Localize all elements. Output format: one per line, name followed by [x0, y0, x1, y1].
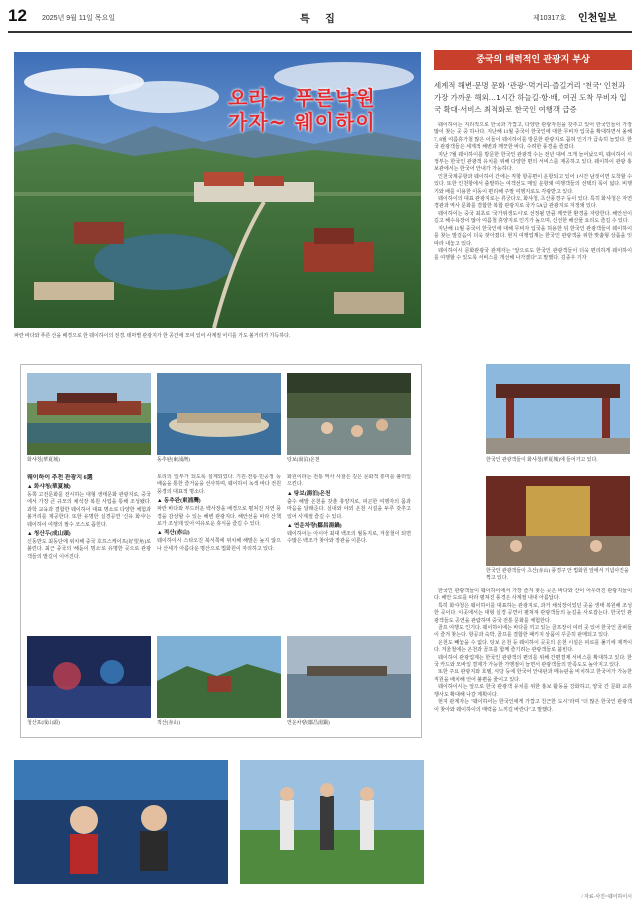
main-headline-line1: 오라~ 푸른낙원 [228, 86, 376, 110]
main-photo-caption: 파란 바다와 푸른 산을 배경으로 한 웨이하이의 전경. 테마별 관광지가 한 공간에 모여 있어 사계절 어디를 가도 볼거리가 가득하다. [14, 334, 291, 339]
golf-tourists-photo [240, 760, 424, 884]
chishan-photo [157, 636, 281, 718]
tangbo-hotspring-photo [287, 373, 411, 455]
chengshantou-photo [27, 636, 151, 718]
gate-image [486, 364, 630, 454]
feature-body [434, 122, 632, 354]
body-paragraph: 웨이하이의 대표 관광지로는 류궁다오, 화샤청, 츠산풍경구 등이 있다. 특히 화샤청은 자연 경관과 역사 문화를 결합한 복합 관광지로 국가 5A급 관광지로 지정돼 있다. [434, 196, 632, 210]
grid-caption: 동추완(東浦灣) [157, 458, 190, 463]
body-paragraph: 웨이하이시는 앞으로 한국 관광객 유치를 위한 홍보 활동을 강화하고, 양국 간 문화 교류 행사도 확대해 나갈 계획이다. [434, 684, 632, 698]
grid-caption: 탕보(湯泊)온천 [287, 458, 320, 463]
body-paragraph: 골프 여행도 인기다. 웨이하이에는 바다를 끼고 있는 골프장이 여러 곳 있어 한국인 골퍼들이 즐겨 찾는다. 항공과 숙박, 골프를 결합한 패키지 상품이 꾸준히 판매되고 있다. [434, 625, 632, 639]
section-heading: ▲ 동추완(東浦灣) [157, 498, 201, 505]
newspaper-name: 인천일보 [578, 13, 617, 24]
body-paragraph: 온천도 빼놓을 수 없다. 탕보 온천 등 웨이하이 곳곳의 온천 시설은 피로를 풀기에 제격이다. 겨울철에는 온천과 골프를 함께 즐기려는 관광객들로 붐빈다. [434, 639, 632, 654]
feature-body-continued [434, 588, 632, 888]
huaxiacheng-image [27, 373, 151, 455]
hotspring-image [287, 373, 411, 455]
body-paragraph: 웨이하이는 중국 최초로 '국가위생도시'로 선정될 만큼 깨끗한 환경을 자랑한다. 해안선이 길고 해수욕장이 많아 여름철 휴양지로 인기가 높으며, 신선한 해산물 요리도 즐길 수 있다. [434, 210, 632, 225]
grid-caption: 화샤청(華夏城) [27, 458, 60, 463]
header-rule [8, 31, 632, 33]
grid-caption: 청산포(成山頭) [27, 721, 60, 726]
section-heading: ▲ 화샤청(華夏城) [27, 484, 71, 490]
body-paragraph: 웨이하이는 지리적으로 한국과 가깝고, 다양한 관광자원을 갖추고 있어 한국인들이 가장 많이 찾는 곳 중 하나다. 지난해 11월 중국이 한국인에 대한 무비자 입국을 확대하면서 올해 7, 8월 여름휴가철 많은 이들이 웨이하이를 방문한 관광지로 꼽혀 인기가 급속히 늘었다. 한국 관광객들은 세계적 해변과 깨끗한 바다, 수려한 풍경을 즐겼다. [434, 122, 632, 151]
body-paragraph: 인천국제공항과 웨이하이 간에는 직항 항공편이 운항되고 있어 1시간 남짓이면 도착할 수 있다. 또한 인천항에서 출발하는 여객선도 매일 운항돼 여행객들의 선택의 폭이 넓다. 비행기와 배를 이용한 이동이 편리해 주말 여행지로도 각광받고 있다. [434, 173, 632, 195]
section-heading: ▲ 탕보(湯泊)온천 [287, 490, 331, 497]
body-paragraph: 웨이하이시 스타오진 북서쪽에 위치해 해발은 높지 않으나 산세가 아름다운 명산으로 법화원이 자리하고 있다. [157, 538, 281, 552]
chishan-temple-photo [486, 476, 630, 566]
grid-caption: 연운차량(鄒昌湯鍋) [287, 721, 330, 726]
tourists-image [14, 760, 228, 884]
body-paragraph: 웨이하이 관광업계는 한국인 관광객의 편의를 위해 간편결제 서비스를 확대하고 있다. 한국 카드와 모바일 결제가 가능한 가맹점이 늘면서 관광객들의 만족도도 높아지고 있다. [434, 654, 632, 669]
body-paragraph: 출수 해발 온천을 갖춘 휴양지로, 피곤한 여행자의 몸과 마음을 달래준다. 실내와 야외 온천 시설을 두루 갖추고 있어 사계절 즐길 수 있다. [287, 498, 411, 520]
night-show-image [27, 636, 151, 718]
attractions-title: 웨이하이 추천 관광지 6選 [27, 475, 93, 481]
body-paragraph: 토리의 일부가 되도록 설계되었다. 기원·전통·민공정 등 배움을 통한 즐거움을 선사하며, 웨이하이 녹색 바다 전원풍경의 대표적 명소다. [157, 474, 281, 495]
body-paragraph: 또한 주요 관광지와 호텔, 식당 등에 한국어 안내판과 메뉴판을 비치하고 한국어가 가능한 직원을 배치해 언어 불편을 줄이고 있다. [434, 669, 632, 683]
body-paragraph: 동쪽 고전문화를 전시하는 대형 생태문화 관광지로, 중국에서 가장 큰 규모의 채석장 복원 사업을 통해 조성됐다. 과학 교육과 결합한 웨이하이 대표 명소로 다양한 체험과 볼거리를 제공한다. 또한 유명한 실경공연 '신유 화샤'는 웨이하이 여행의 필수 코스로 꼽힌다. [27, 492, 151, 528]
main-headline-line2: 가자~ 웨이하이 [228, 110, 376, 134]
source-byline: / 자료·사진=웨이하이시 [581, 895, 632, 900]
huaxiacheng-photo [27, 373, 151, 455]
temple-image [486, 476, 630, 566]
body-paragraph: 웨이하이시 문화관광국 관계자는 "앞으로도 한국인 관광객들이 더욱 편리하게 웨이하이를 여행할 수 있도록 서비스를 개선해 나가겠다"고 말했다. 김종우 기자 [434, 247, 632, 262]
dongpuwan-image [157, 373, 281, 455]
photo-caption: 한국인 관광객들이 화샤청(華夏城)에 들어가고 있다. [486, 458, 598, 463]
body-paragraph: 현지 관계자는 "웨이하이는 한국인에게 가깝고 친근한 도시"라며 "더 많은 한국인 관광객이 찾아와 웨이하이의 매력을 느끼길 바란다"고 말했다. [434, 699, 632, 713]
feature-subtitle: 세계적 해변·문명 문화 '관광'·먹거리·즐길거리 '천국' 인천과 가장 가까운 해외…1시간 하늘길·항·배, 여권 도착 무비자 입국 확대·서비스 최적화로 한국인 여행객 급증 [434, 81, 627, 114]
body-paragraph: 특히 화샤청은 웨이하이를 대표하는 관광지로, 과거 채석장이었던 곳을 생태 복원해 조성한 곳이다. 이곳에서는 대형 실경 공연이 펼쳐져 관광객들의 눈길을 사로잡는다. 한국인 관광객들도 공연을 관람하며 중국 전통 문화를 체험한다. [434, 602, 632, 624]
body-paragraph: 신동반도 최동단에 위치해 중국 호프스케이프(好望角)로 불린다. 최근 중국의 '해돋이 명소'로 유명한 곳으로 관광객들의 발길이 이어진다. [27, 539, 151, 560]
huaxiacheng-gate-photo [486, 364, 630, 454]
attractions-column-b [157, 474, 281, 634]
body-paragraph: 화원이라는 전통 역사 사찰은 깊은 문화적 흥미를 불러일으킨다. [287, 474, 411, 488]
issue-number: 제10317호 [533, 15, 566, 22]
attractions-column-a [27, 474, 151, 634]
lake-photo [287, 636, 411, 718]
section-heading: ▲ 적산(赤山) [157, 530, 190, 537]
body-paragraph: 한국인 관광객들이 웨이하이에서 가장 즐겨 찾는 곳은 바다와 산이 어우러진 관광지들이다. 해안 도로를 따라 펼쳐진 풍경은 사계절 내내 아름답다. [434, 588, 632, 602]
chishan-image [157, 636, 281, 718]
dongpuwan-photo [157, 373, 281, 455]
body-paragraph: 지난 7월 웨이하이를 방문한 한국인 관광객 수는 전년 대비 크게 늘어났으며, 웨이하이 시 정부는 한국인 관광객 유치를 위해 다양한 편의 서비스를 제공하고 있다. 웨이하이 관광 홍보관에서는 한국어 안내가 가능하다. [434, 151, 632, 173]
main-headline [228, 86, 428, 134]
section-title: 특 집 [300, 14, 341, 25]
photo-caption: 한국인 관광객들이 츠산(赤山) 풍경구 안 법화원 앞에서 기념사진을 찍고 있다. [486, 569, 629, 581]
issue-date: 2025년 9월 11일 목요일 [42, 15, 116, 22]
body-paragraph: 지난해 11월 중국이 한국인에 대해 무비자 입국을 허용한 뒤 한국인 관광객들이 웨이하이를 찾는 발걸음이 더욱 잦아졌다. 현지 여행업계는 한국인 관광객을 위한 맞춤형 상품을 잇따라 내놓고 있다. [434, 225, 632, 247]
grid-caption: 적산(赤山) [157, 721, 180, 726]
golf-image [240, 760, 424, 884]
tourists-indoor-photo [14, 760, 228, 884]
section-heading: ▲ 청산두(成山頭) [27, 531, 71, 538]
attractions-column-c [287, 474, 411, 634]
body-paragraph: 웨이하이는 아시아 최대 백조의 월동지로, 겨울철이 되면 수많은 백조가 찾아와 장관을 이룬다. [287, 531, 411, 545]
lake-image [287, 636, 411, 718]
section-heading: ▲ 연운차량(鄒昌湯鍋) [287, 523, 342, 530]
feature-banner: 중국의 매력적인 관광지 부상 [434, 50, 632, 70]
body-paragraph: 파란 바다와 부드러운 백사장을 배경으로 펼쳐진 자연 풍경을 감상할 수 있는 해변 관광지다. 해안선을 따라 산책로가 조성돼 있어 여유로운 휴식을 즐길 수 있다. [157, 506, 281, 528]
page-number: 12 [8, 6, 27, 25]
